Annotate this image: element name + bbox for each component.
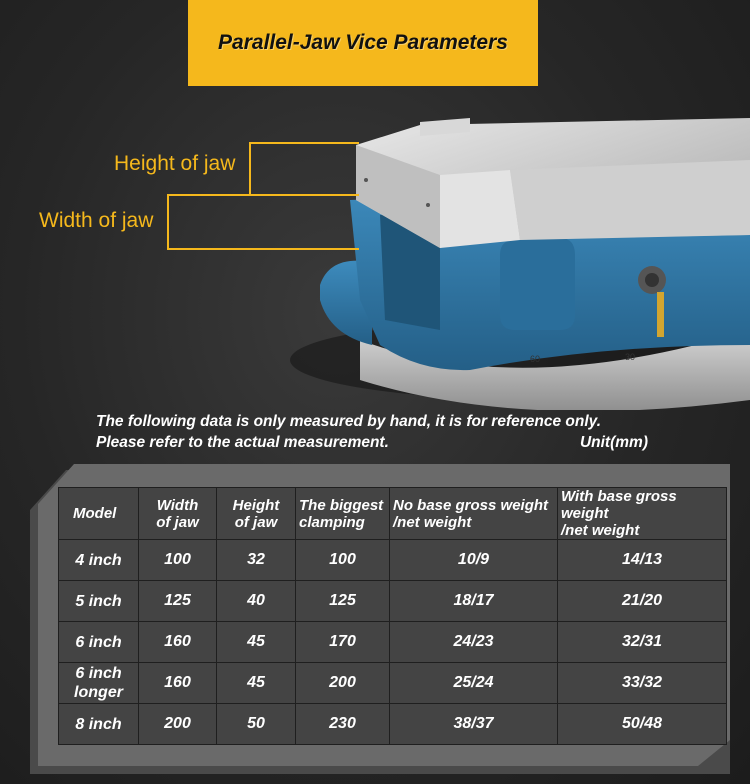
cell-width: 125 <box>139 581 217 622</box>
unit-label: Unit(mm) <box>579 434 648 451</box>
measurement-note <box>96 411 656 453</box>
cell-with-base-weight: 50/48 <box>558 704 727 745</box>
title-banner <box>188 0 538 86</box>
header-width: Width of jaw <box>139 488 217 540</box>
cell-clamping: 230 <box>296 704 390 745</box>
cell-height: 50 <box>217 704 296 745</box>
note-line-1: The following data is only measured by hand, it is for reference only. <box>96 413 601 430</box>
table-row <box>59 663 727 704</box>
cell-width: 160 <box>139 663 217 704</box>
cell-width: 100 <box>139 540 217 581</box>
cell-with-base-weight: 32/31 <box>558 622 727 663</box>
header-with-base-weight: With base gross weight /net weight <box>558 488 727 540</box>
height-of-jaw-label: Height of jaw <box>114 152 236 175</box>
cell-height: 32 <box>217 540 296 581</box>
cell-model: 8 inch <box>59 704 139 745</box>
cell-no-base-weight: 10/9 <box>390 540 558 581</box>
table-header-row <box>59 488 727 540</box>
cell-model: 5 inch <box>59 581 139 622</box>
cell-with-base-weight: 14/13 <box>558 540 727 581</box>
dial-number-60: 60 <box>530 354 541 364</box>
width-of-jaw-bracket <box>167 194 359 250</box>
cell-clamping: 200 <box>296 663 390 704</box>
header-height: Height of jaw <box>217 488 296 540</box>
header-model: Model <box>59 488 139 540</box>
dial-number-30: 30 <box>625 352 636 362</box>
table-row <box>59 581 727 622</box>
cell-no-base-weight: 38/37 <box>390 704 558 745</box>
cell-clamping: 100 <box>296 540 390 581</box>
cell-height: 45 <box>217 663 296 704</box>
cell-model: 4 inch <box>59 540 139 581</box>
header-no-base-weight: No base gross weight /net weight <box>390 488 558 540</box>
parameters-table <box>58 487 727 745</box>
cell-no-base-weight: 25/24 <box>390 663 558 704</box>
cell-clamping: 125 <box>296 581 390 622</box>
cell-with-base-weight: 33/32 <box>558 663 727 704</box>
cell-width: 200 <box>139 704 217 745</box>
table-row <box>59 540 727 581</box>
cell-no-base-weight: 24/23 <box>390 622 558 663</box>
page-title: Parallel-Jaw Vice Parameters <box>218 31 508 54</box>
width-of-jaw-label: Width of jaw <box>39 209 154 232</box>
vice-illustration <box>0 90 750 410</box>
table-row <box>59 704 727 745</box>
header-clamping: The biggest clamping <box>296 488 390 540</box>
cell-model: 6 inch <box>59 622 139 663</box>
cell-no-base-weight: 18/17 <box>390 581 558 622</box>
cell-height: 40 <box>217 581 296 622</box>
height-of-jaw-bracket <box>249 142 359 196</box>
table-row <box>59 622 727 663</box>
cell-width: 160 <box>139 622 217 663</box>
cell-model: 6 inch longer <box>59 663 139 704</box>
cell-height: 45 <box>217 622 296 663</box>
note-line-2: Please refer to the actual measurement. <box>96 434 389 451</box>
cell-with-base-weight: 21/20 <box>558 581 727 622</box>
screw-rod <box>657 292 664 337</box>
cell-clamping: 170 <box>296 622 390 663</box>
